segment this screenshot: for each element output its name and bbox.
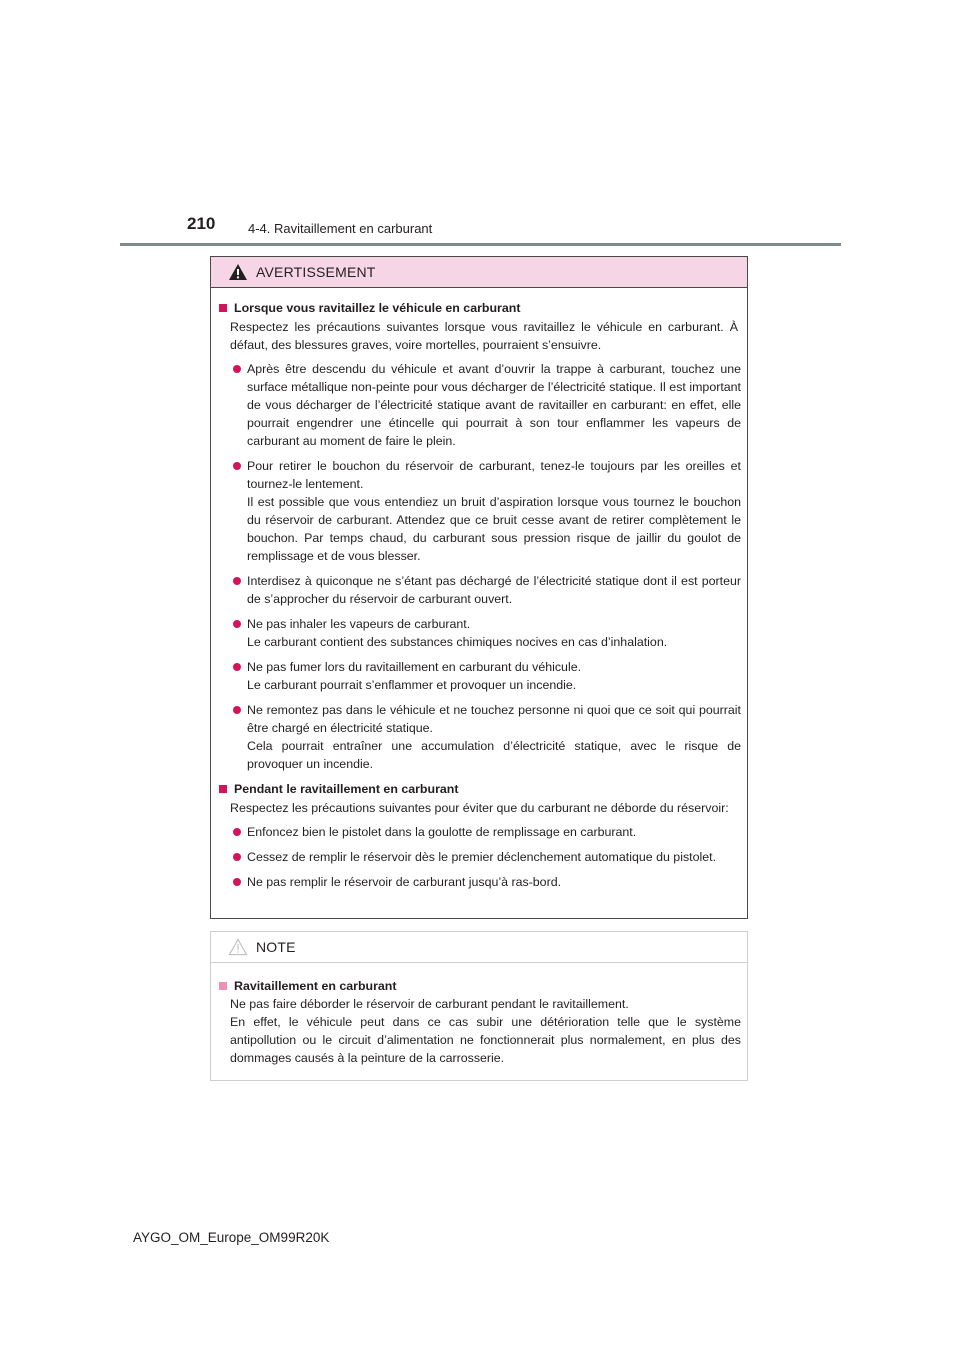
section-heading bbox=[219, 780, 741, 798]
round-bullet-icon bbox=[233, 878, 241, 886]
warning-section bbox=[219, 780, 741, 891]
footer-doc-id: AYGO_OM_Europe_OM99R20K bbox=[133, 1230, 330, 1245]
bullet-text: Cessez de remplir le réservoir dès le premier déclenchement automatique du pistolet. bbox=[247, 850, 717, 864]
bullet-text: Après être descendu du véhicule et avant d’ouvrir la trappe à carburant, touchez une surface métallique non-peinte pour vous décharger de l’électricité statique. Il est important de vous décharger de l’électricité statique avant de ravitailler en carburant: en effet, elle pourrait engendrer une étincelle qui pourrait à son tour enflammer les vapeurs de carburant au moment de faire le plein. bbox=[247, 362, 741, 448]
section-heading-text: Lorsque vous ravitaillez le véhicule en carburant bbox=[234, 301, 521, 315]
warning-title: AVERTISSEMENT bbox=[256, 264, 376, 280]
bullet-item bbox=[219, 615, 741, 651]
square-bullet-icon bbox=[219, 982, 227, 990]
warning-header bbox=[211, 257, 747, 288]
header-rule bbox=[120, 243, 841, 246]
round-bullet-icon bbox=[233, 365, 241, 373]
note-box bbox=[210, 931, 748, 1081]
section-title: 4-4. Ravitaillement en carburant bbox=[248, 221, 433, 236]
page-number: 210 bbox=[187, 214, 216, 233]
bullet-list bbox=[219, 360, 741, 773]
square-bullet-icon bbox=[219, 304, 227, 312]
bullet-item bbox=[219, 848, 741, 866]
round-bullet-icon bbox=[233, 620, 241, 628]
section-intro: Respectez les précautions suivantes pour éviter que du carburant ne déborde du réservoir: bbox=[230, 801, 729, 815]
note-header bbox=[211, 932, 747, 963]
bullet-item bbox=[219, 457, 741, 565]
section-heading-text: Pendant le ravitaillement en carburant bbox=[234, 782, 459, 796]
bullet-text: Ne pas remplir le réservoir de carburant jusqu’à ras-bord. bbox=[247, 875, 562, 889]
bullet-item bbox=[219, 823, 741, 841]
bullet-text: Ne remontez pas dans le véhicule et ne touchez personne ni quoi que ce soit qui pourrait être chargé en électricité statique. Cela pourrait entraîner une accumulation d’électricité statique, avec le risque de provoquer un incendie. bbox=[247, 703, 741, 771]
note-body bbox=[211, 963, 747, 1067]
bullet-item bbox=[219, 658, 741, 694]
round-bullet-icon bbox=[233, 706, 241, 714]
note-title: NOTE bbox=[256, 939, 296, 955]
caution-triangle-outline-icon bbox=[228, 938, 248, 956]
bullet-item bbox=[219, 873, 741, 891]
round-bullet-icon bbox=[233, 828, 241, 836]
round-bullet-icon bbox=[233, 577, 241, 585]
round-bullet-icon bbox=[233, 462, 241, 470]
round-bullet-icon bbox=[233, 853, 241, 861]
bullet-text: Pour retirer le bouchon du réservoir de carburant, tenez-le toujours par les oreilles et tournez-le lentement. Il est possible que vous entendiez un bruit d’aspiration lorsque vous tournez le bouchon du réservoir de carburant. Attendez que ce bruit cesse avant de retirer complètement le bouchon. Par temps chaud, du carburant sous pression risque de jaillir du goulot de remplissage et de vous blesser. bbox=[247, 459, 741, 563]
section-intro: Respectez les précautions suivantes lorsque vous ravitaillez le véhicule en carburant. À défaut, des blessures graves, voire mortelles, pourraient s’ensuivre. bbox=[230, 320, 738, 352]
bullet-text: Ne pas inhaler les vapeurs de carburant. Le carburant contient des substances chimiques nocives en cas d’inhalation. bbox=[247, 617, 668, 649]
bullet-list bbox=[219, 823, 741, 891]
note-heading bbox=[219, 977, 741, 995]
round-bullet-icon bbox=[233, 663, 241, 671]
warning-section bbox=[219, 299, 741, 773]
section-heading bbox=[219, 299, 741, 317]
warning-triangle-icon bbox=[228, 263, 248, 281]
note-text: Ne pas faire déborder le réservoir de carburant pendant le ravitaillement. En effet, le véhicule peut dans ce cas subir une détérioration telle que le système antipollution ou le circuit d’alimentation ne fonctionnerait plus normalement, en plus des dommages causés à la peinture de la carrosserie. bbox=[230, 997, 741, 1065]
warning-box bbox=[210, 256, 748, 919]
square-bullet-icon bbox=[219, 785, 227, 793]
bullet-item bbox=[219, 360, 741, 450]
bullet-item bbox=[219, 572, 741, 608]
warning-body bbox=[211, 288, 747, 891]
bullet-text: Interdisez à quiconque ne s’étant pas déchargé de l’électricité statique dont il est porteur de s’approcher du réservoir de carburant ouvert. bbox=[247, 574, 741, 606]
bullet-item bbox=[219, 701, 741, 773]
bullet-text: Enfoncez bien le pistolet dans la goulotte de remplissage en carburant. bbox=[247, 825, 637, 839]
note-heading-text: Ravitaillement en carburant bbox=[234, 979, 397, 993]
bullet-text: Ne pas fumer lors du ravitaillement en carburant du véhicule. Le carburant pourrait s’enflammer et provoquer un incendie. bbox=[247, 660, 582, 692]
